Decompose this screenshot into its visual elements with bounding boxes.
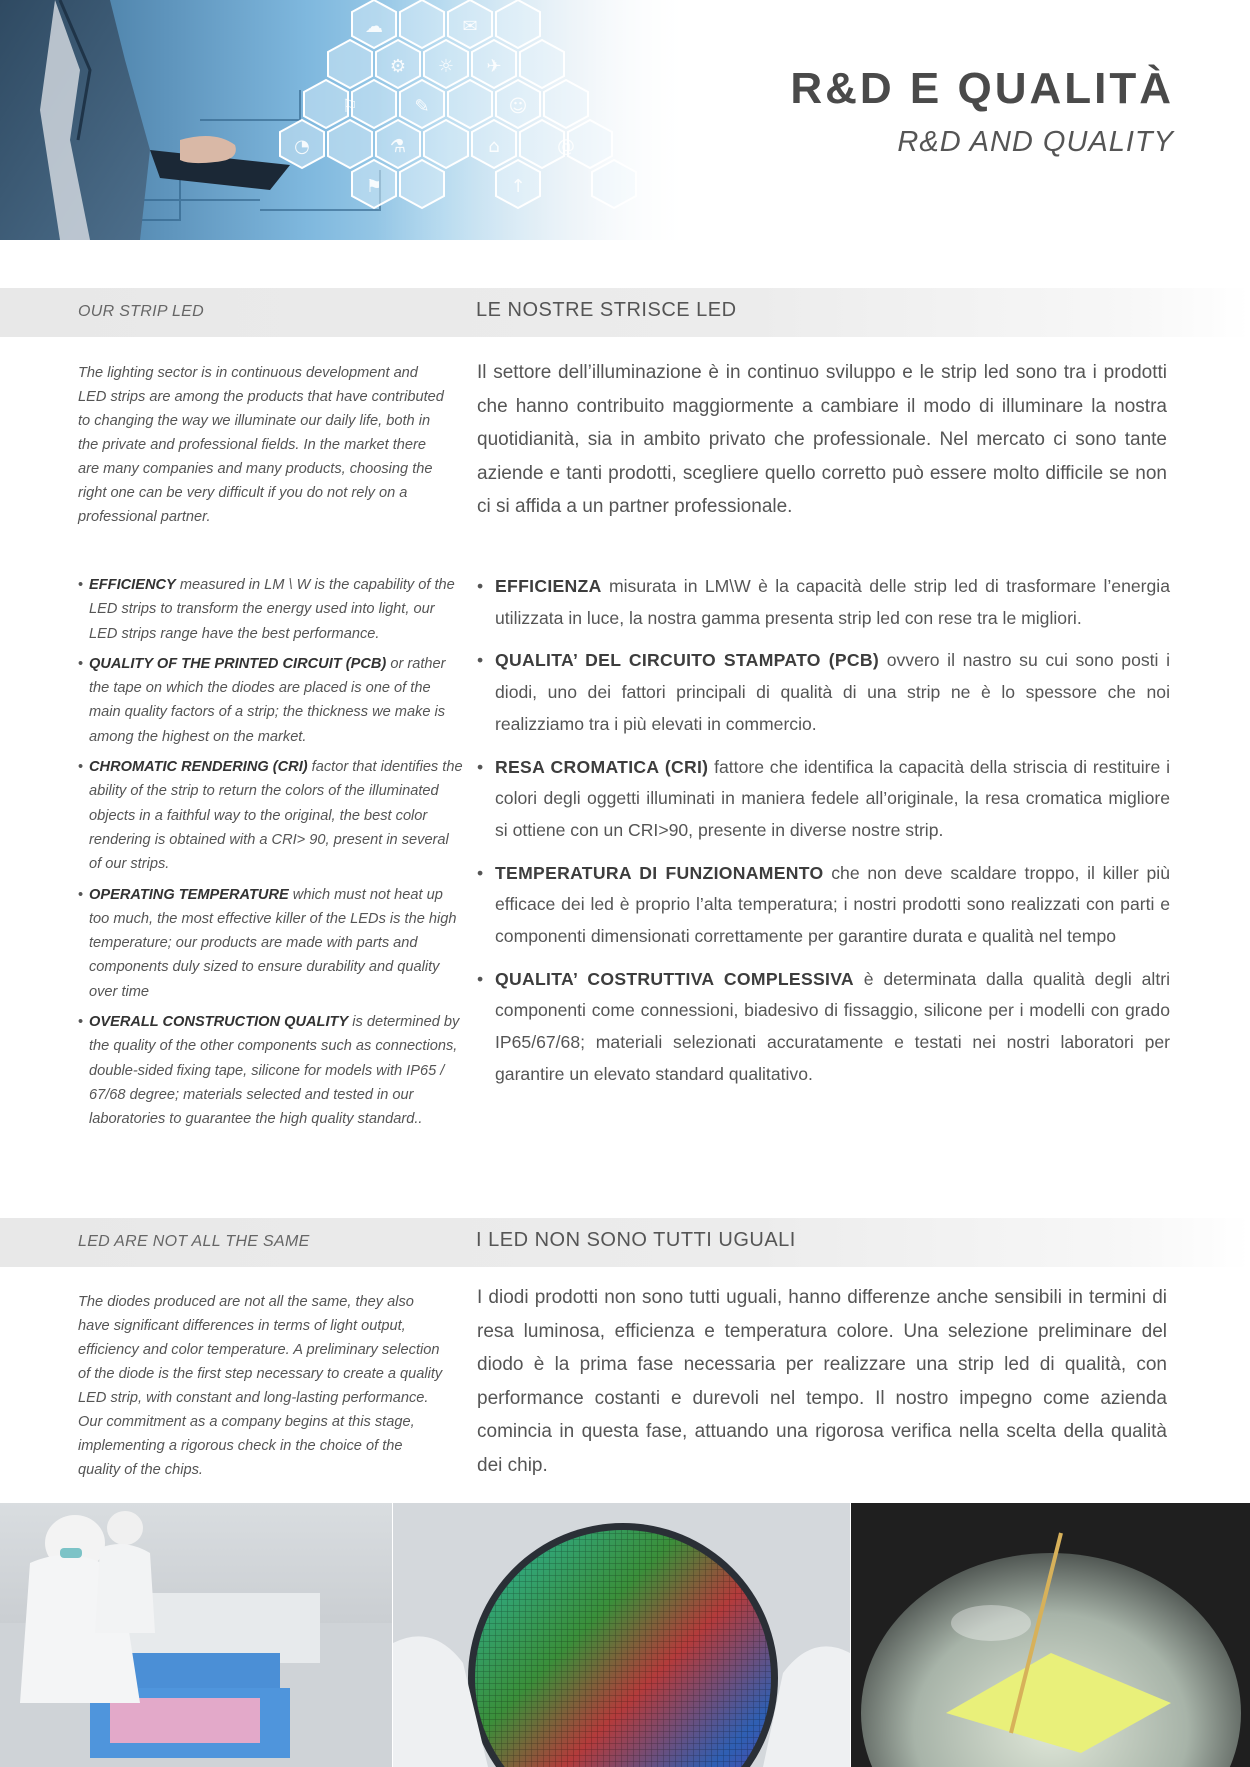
feature-text: measured in LM \ W is the capability of the LED strips to transform the energy used into light, our LED strips range have the best performance. — [89, 577, 455, 642]
feature-text: misurata in LM\W è la capacità delle strip led di trasformare l’energia utilizzata in luce, la nostra gamma presenta strip led con rese tra le migliori. — [495, 576, 1170, 628]
list-item — [78, 755, 463, 876]
list-item — [78, 573, 463, 646]
intro-paragraph-en: The lighting sector is in continuous development and LED strips are among the products that have contributed to changing the way we illuminate our daily life, both in the private and professional fields. In the market there are many companies and many products, choosing the right one can be very difficult if you do not rely on a professional partner. — [78, 365, 444, 525]
feature-term: QUALITA’ DEL CIRCUITO STAMPATO (PCB) — [495, 650, 880, 671]
feature-term: EFFICIENCY — [89, 577, 176, 593]
led-chip-macro-photo — [851, 1503, 1250, 1767]
feature-text: che non deve scaldare troppo, il killer più efficace dei led è proprio l’alta temperatura; i nostri prodotti sono realizzati con parti e componenti dimensionati correttamente per garantire durata e qualità nel tempo — [495, 862, 1171, 947]
list-item — [78, 1010, 463, 1131]
features-list-it — [477, 571, 1170, 1102]
feature-text: factor that identifies the ability of the strip to return the colors of the illuminated objects in a faithful way to the original, the best color rendering is obtained with a CRI> 90, present in several of our strips. — [89, 759, 463, 873]
list-item — [477, 752, 1170, 847]
list-item — [78, 652, 463, 749]
page-title: R&D E QUALITÀ — [790, 64, 1174, 113]
list-item — [78, 883, 463, 1004]
list-item — [477, 964, 1170, 1091]
feature-term: QUALITA’ COSTRUTTIVA COMPLESSIVA — [495, 968, 854, 989]
feature-text: is determined by the quality of the other components such as connections, double-sided fixing tape, silicone for models with IP65 / 67/68 degree; materials selected and tested in our laboratories to guarantee the high quality standard.. — [89, 1014, 460, 1128]
feature-text: fattore che identifica la capacità della striscia di restituire i colori degli oggetti illuminati in maniera fedele all’originale, la resa cromatica migliore si ottiene con un CRI>90, presente in diverse nostre strip. — [495, 756, 1170, 840]
features-list-en — [78, 573, 463, 1138]
cleanroom-photo — [0, 1503, 392, 1767]
section-heading-en: LED ARE NOT ALL THE SAME — [78, 1233, 310, 1250]
section-heading-en: OUR STRIP LED — [78, 303, 204, 320]
feature-term: RESA CROMATICA (CRI) — [495, 756, 709, 777]
list-item — [477, 858, 1170, 953]
list-item — [477, 645, 1170, 740]
intro-paragraph-it: Il settore dell’illuminazione è in continuo sviluppo e le strip led sono tra i prodotti che hanno contribuito maggiormente a cambiare il modo di illuminare la nostra quotidianità, sia in ambito privato che professionale. Nel mercato ci sono tante aziende e tanti prodotti, scegliere quello corretto può essere molto difficile se non ci si affida a un partner professionale. — [477, 362, 1167, 517]
feature-text: or rather the tape on which the diodes are placed is one of the main quality factors of a strip; the thickness we make is among the highest on the market. — [89, 655, 446, 745]
feature-term: CHROMATIC RENDERING (CRI) — [89, 759, 308, 776]
wafer-photo — [393, 1503, 850, 1767]
hero-image — [0, 0, 684, 240]
hero-illustration — [0, 0, 684, 240]
section-heading-it: LE NOSTRE STRISCE LED — [476, 299, 737, 321]
feature-term: OPERATING TEMPERATURE — [89, 886, 289, 903]
diodes-paragraph-en: The diodes produced are not all the same, they also have significant differences in terms of light output, efficiency and color temperature. A preliminary selection of the diode is the first step necessary to create a quality LED strip, with constant and long-lasting performance. Our commitment as a company begins at this stage, implementing a rigorous check in the choice of the quality of the chips. — [78, 1294, 443, 1478]
feature-text: è determinata dalla qualità degli altri componenti come connessioni, biadesivo di fissaggio, silicone per i modelli con grado IP65/67/68; materiali selezionati accuratamente e testati nei nostri laboratori per garantire un elevato standard qualitativo. — [495, 968, 1170, 1084]
feature-text: ovvero il nastro su cui sono posti i diodi, uno dei fattori principali di qualità di una strip ne è lo spessore che noi realizziamo tra i più elevati in commercio. — [495, 650, 1170, 734]
page-subtitle: R&D AND QUALITY — [897, 126, 1174, 158]
feature-term: EFFICIENZA — [495, 576, 602, 596]
list-item — [477, 571, 1170, 634]
feature-term: OVERALL CONSTRUCTION QUALITY — [89, 1014, 349, 1031]
section-heading-it: I LED NON SONO TUTTI UGUALI — [476, 1229, 796, 1251]
feature-text: which must not heat up too much, the most effective killer of the LEDs is the high temperature; our products are made with parts and components duly sized to ensure durability and quality over time — [89, 886, 457, 1000]
diodes-paragraph-it: I diodi prodotti non sono tutti uguali, hanno differenze anche sensibili in termini di resa luminosa, efficienza e temperatura colore. Una selezione preliminare del diodo è la prima fase necessaria per realizzare una strip led di qualità, con performance costanti e durevoli nel tempo. Il nostro impegno come azienda comincia in questa fase, attuando una rigorosa verifica nella scelta della qualità dei chip. — [477, 1287, 1167, 1476]
feature-term: TEMPERATURA DI FUNZIONAMENTO — [495, 862, 824, 883]
feature-term: QUALITY OF THE PRINTED CIRCUIT (PCB) — [89, 655, 387, 672]
